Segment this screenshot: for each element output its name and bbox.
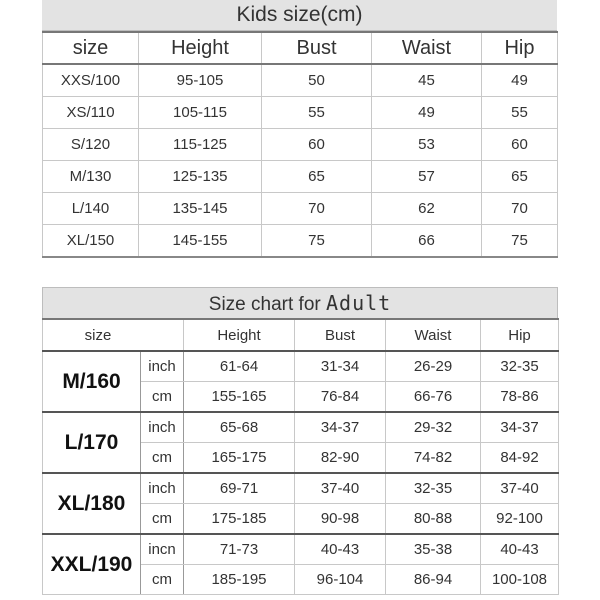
kids-cell-waist: 45 xyxy=(372,64,482,97)
kids-cell-waist: 53 xyxy=(372,129,482,161)
kids-cell-hip: 60 xyxy=(482,129,558,161)
adult-header-waist: Waist xyxy=(386,319,481,351)
adult-cell-height: 165-175 xyxy=(184,443,295,474)
adult-table-grid xyxy=(42,318,559,595)
adult-cell-height: 175-185 xyxy=(184,504,295,535)
kids-header-height: Height xyxy=(139,32,262,64)
kids-cell-size: XS/110 xyxy=(43,97,139,129)
kids-cell-height: 145-155 xyxy=(139,225,262,258)
kids-cell-hip: 70 xyxy=(482,193,558,225)
adult-table-row xyxy=(43,473,559,504)
adult-header-size: size xyxy=(43,319,184,351)
kids-table-row xyxy=(43,129,558,161)
adult-cell-waist: 26-29 xyxy=(386,351,481,382)
adult-title-prefix: Size chart for xyxy=(208,294,321,315)
adult-size-label: M/160 xyxy=(43,351,141,412)
adult-cell-bust: 82-90 xyxy=(295,443,386,474)
adult-cell-height: 185-195 xyxy=(184,565,295,595)
kids-cell-size: XL/150 xyxy=(43,225,139,258)
kids-cell-bust: 50 xyxy=(262,64,372,97)
adult-cell-unit: cm xyxy=(141,443,184,474)
adult-header-row xyxy=(43,319,559,351)
adult-cell-hip: 34-37 xyxy=(481,412,559,443)
adult-cell-unit: inch xyxy=(141,473,184,504)
adult-table-row xyxy=(43,351,559,382)
adult-cell-waist: 74-82 xyxy=(386,443,481,474)
kids-cell-waist: 66 xyxy=(372,225,482,258)
kids-cell-hip: 49 xyxy=(482,64,558,97)
adult-cell-bust: 37-40 xyxy=(295,473,386,504)
kids-cell-size: S/120 xyxy=(43,129,139,161)
kids-cell-size: XXS/100 xyxy=(43,64,139,97)
adult-cell-hip: 100-108 xyxy=(481,565,559,595)
kids-table-grid xyxy=(42,31,558,258)
kids-cell-waist: 57 xyxy=(372,161,482,193)
adult-cell-waist: 86-94 xyxy=(386,565,481,595)
adult-cell-waist: 80-88 xyxy=(386,504,481,535)
kids-header-waist: Waist xyxy=(372,32,482,64)
kids-table-row xyxy=(43,97,558,129)
adult-cell-unit: cm xyxy=(141,382,184,413)
adult-size-label: L/170 xyxy=(43,412,141,473)
adult-cell-height: 71-73 xyxy=(184,534,295,565)
adult-cell-hip: 78-86 xyxy=(481,382,559,413)
kids-cell-hip: 75 xyxy=(482,225,558,258)
adult-size-label: XL/180 xyxy=(43,473,141,534)
adult-cell-bust: 90-98 xyxy=(295,504,386,535)
kids-cell-bust: 75 xyxy=(262,225,372,258)
adult-cell-waist: 29-32 xyxy=(386,412,481,443)
adult-table-title xyxy=(42,287,558,318)
kids-header-bust: Bust xyxy=(262,32,372,64)
adult-cell-height: 155-165 xyxy=(184,382,295,413)
adult-table-row xyxy=(43,412,559,443)
adult-header-height: Height xyxy=(184,319,295,351)
adult-cell-unit: inch xyxy=(141,351,184,382)
kids-cell-bust: 70 xyxy=(262,193,372,225)
adult-cell-waist: 35-38 xyxy=(386,534,481,565)
adult-title-suffix: Adult xyxy=(326,291,392,315)
kids-cell-hip: 55 xyxy=(482,97,558,129)
kids-cell-height: 125-135 xyxy=(139,161,262,193)
adult-cell-hip: 84-92 xyxy=(481,443,559,474)
adult-cell-waist: 32-35 xyxy=(386,473,481,504)
kids-size-table xyxy=(42,0,557,258)
adult-cell-hip: 32-35 xyxy=(481,351,559,382)
adult-cell-bust: 34-37 xyxy=(295,412,386,443)
kids-cell-height: 105-115 xyxy=(139,97,262,129)
kids-header-size: size xyxy=(43,32,139,64)
kids-header-row xyxy=(43,32,558,64)
kids-header-hip: Hip xyxy=(482,32,558,64)
adult-cell-unit: cm xyxy=(141,565,184,595)
adult-cell-hip: 37-40 xyxy=(481,473,559,504)
adult-cell-height: 69-71 xyxy=(184,473,295,504)
adult-cell-unit: cm xyxy=(141,504,184,535)
adult-cell-bust: 40-43 xyxy=(295,534,386,565)
adult-size-label: XXL/190 xyxy=(43,534,141,595)
adult-size-table xyxy=(42,287,558,595)
kids-cell-size: L/140 xyxy=(43,193,139,225)
adult-cell-hip: 40-43 xyxy=(481,534,559,565)
kids-cell-waist: 49 xyxy=(372,97,482,129)
adult-cell-height: 61-64 xyxy=(184,351,295,382)
adult-cell-bust: 31-34 xyxy=(295,351,386,382)
kids-table-title: Kids size(cm) xyxy=(42,0,557,31)
kids-cell-bust: 65 xyxy=(262,161,372,193)
adult-cell-unit: inch xyxy=(141,412,184,443)
kids-cell-height: 135-145 xyxy=(139,193,262,225)
adult-cell-height: 65-68 xyxy=(184,412,295,443)
kids-cell-height: 95-105 xyxy=(139,64,262,97)
adult-cell-bust: 96-104 xyxy=(295,565,386,595)
adult-cell-waist: 66-76 xyxy=(386,382,481,413)
kids-cell-hip: 65 xyxy=(482,161,558,193)
kids-table-row xyxy=(43,225,558,258)
adult-header-bust: Bust xyxy=(295,319,386,351)
adult-header-hip: Hip xyxy=(481,319,559,351)
kids-cell-bust: 55 xyxy=(262,97,372,129)
kids-cell-size: M/130 xyxy=(43,161,139,193)
kids-table-row xyxy=(43,161,558,193)
adult-cell-unit: incn xyxy=(141,534,184,565)
kids-table-row xyxy=(43,193,558,225)
adult-cell-bust: 76-84 xyxy=(295,382,386,413)
kids-cell-bust: 60 xyxy=(262,129,372,161)
kids-table-row xyxy=(43,64,558,97)
kids-cell-height: 115-125 xyxy=(139,129,262,161)
kids-cell-waist: 62 xyxy=(372,193,482,225)
adult-cell-hip: 92-100 xyxy=(481,504,559,535)
adult-table-row xyxy=(43,534,559,565)
